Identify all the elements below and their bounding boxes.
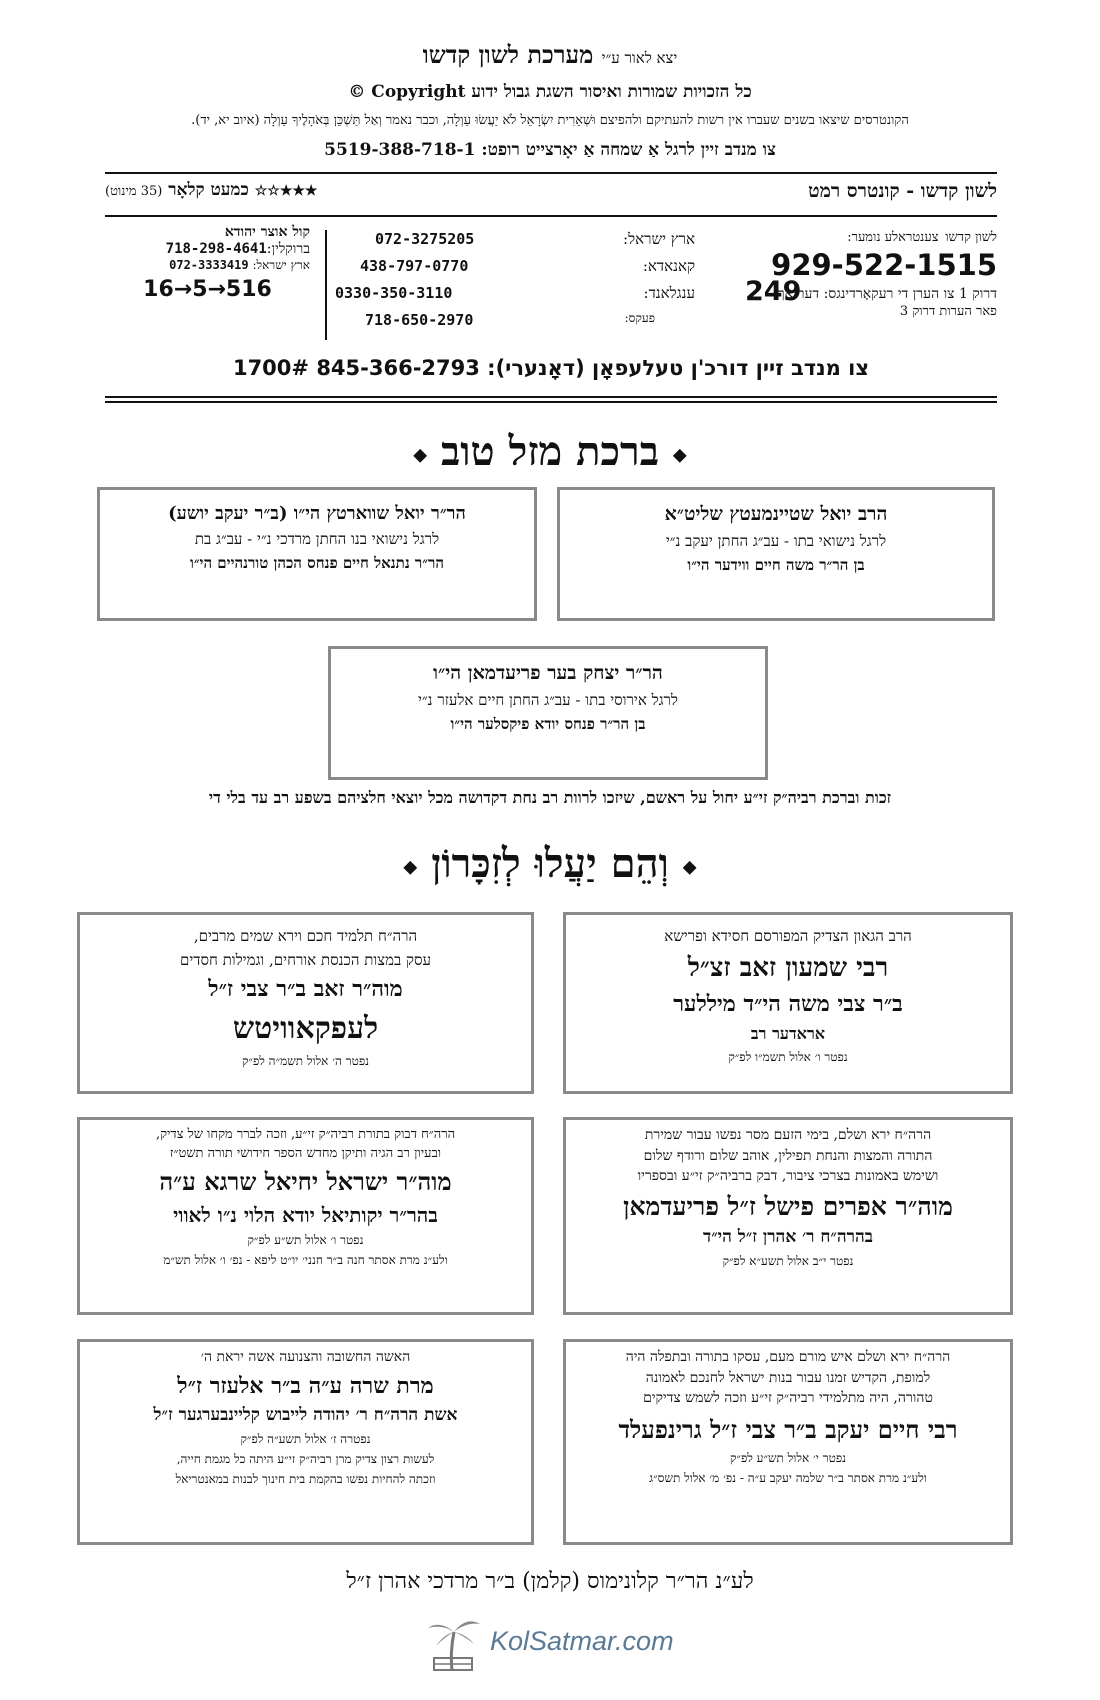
kuntres-title: לשון קדשו - קונטרס רמט: [808, 180, 997, 202]
kolsatmar-logo[interactable]: [418, 1612, 718, 1672]
phone-number[interactable]: 0330-350-3110: [335, 284, 453, 302]
brooklyn-number[interactable]: 718-298-4641: [165, 241, 267, 257]
fax-label: פעקס:: [624, 311, 655, 325]
blessing-line: זכות וברכת רביה״ק זי״ע יחול על ראשם, שיזכו לרוות רב נחת דקדושה מכל יוצאי חלציהם בשפע רב עד בלי די: [208, 788, 892, 807]
central-phone-number[interactable]: 929-522-1515: [771, 248, 997, 282]
mazel-tov-title: ברכת מזל טוב: [441, 428, 659, 475]
box-line: הרה״ח תלמיד חכם וירא שמים מרבים,: [193, 927, 418, 945]
difficulty: [105, 180, 317, 200]
mazel-tov-box: [328, 646, 768, 780]
fax-number[interactable]: 718-650-2970: [365, 311, 474, 329]
box-line: מוה״ר זאב ב״ר צבי ז״ל: [208, 976, 403, 1002]
box-line: האשה החשובה והצנועה אשה יראת ה׳: [200, 1349, 411, 1365]
box-line: לרגל אירוסי בתו - עב״ג החתן חיים אלעזר נ״י: [418, 690, 678, 709]
box-line: רבי חיים יעקב ב״ר צבי ז״ל גרינפעלד: [618, 1414, 958, 1444]
box-line: רבי שמעון זאב זצ״ל: [687, 953, 889, 983]
box-line: הרב הגאון הצדיק המפורסם חסידא ופרישא: [664, 927, 912, 945]
memorial-box: [563, 1339, 1013, 1545]
box-line: נפטרה ז׳ אלול תשע״ה לפ״ק: [240, 1432, 371, 1447]
box-line: עסק במצות הכנסת אורחים, וגמילות חסדים: [179, 951, 432, 969]
divider: [105, 215, 997, 217]
box-line: לעשות רצון צדיק מרן רביה״ק זי״ע היתה כל מגמת חייה,: [176, 1451, 435, 1466]
title-row: [105, 180, 997, 210]
box-line: מוה״ר אפרים פישל ז״ל פריעדמאן: [623, 1191, 953, 1221]
box-line: נפטר ו׳ אלול תשמ״ו לפ״ק: [728, 1049, 848, 1064]
box-line: למופת, הקדיש זמנו עבור בנות ישראל לחנכם לאמונה: [645, 1369, 931, 1386]
publisher-line: [0, 40, 1100, 70]
contact-block: [105, 222, 997, 342]
memorial-heading: ◆ וְהֵם יַעֲלוּ לְזִכָּרוֹן ◆: [403, 840, 697, 887]
country-label: ענגלאנד:: [643, 284, 695, 302]
box-line: נפטר ו׳ אלול תש״ע לפ״ק: [247, 1232, 364, 1247]
publisher-name: מערכת לשון קדשו: [422, 40, 594, 69]
box-line: לרגל נישואי בתו - עב״ג החתן יעקב נ״י: [665, 531, 887, 550]
memorial-box: [77, 1339, 534, 1545]
box-line: הרה״ח ירא ושלם, בימי הזעם מסר נפשו עבור שמירת: [644, 1127, 932, 1143]
donation-phone-line: צו מנדב זיין דורכ'ן טעלעפאָן (דאָנערי): 845-366-2793 1700#: [232, 356, 870, 380]
box-line: לרגל נישואי בנו החתן מרדכי נ״י - עב״ג בת: [194, 530, 440, 549]
country-label: ארץ ישראל:: [623, 230, 695, 248]
divider: [105, 172, 997, 174]
memorial-box: [563, 1117, 1013, 1315]
stars-rating: ★★★☆☆: [254, 183, 318, 199]
box-line: בהרה״ח ר׳ אהרן ז״ל הי״ד: [703, 1226, 873, 1247]
international-numbers: [335, 230, 695, 338]
box-line: בן הר״ר פנחס יודא פיקסלער הי״ו: [450, 714, 646, 733]
box-line: מוה״ר ישראל יחיאל שרגא ע״ה: [159, 1167, 452, 1197]
box-line: ושימש באמונות בצרכי ציבור, דבק ברביה״ק זי״ע ובספריו: [637, 1168, 939, 1185]
press-3-text: פאר הערות דרוק 3: [899, 304, 997, 319]
country-label: קאנאדא:: [642, 257, 695, 275]
box-line: טהורה, היה מתלמידי רביה״ק זי״ע וזכה לשמש צדיקים: [643, 1390, 933, 1407]
box-line: לעפקאוויטש: [232, 1010, 379, 1046]
double-divider: [105, 396, 997, 403]
box-line: ולע״נ מרת אסתר חנה ב״ר חנני׳ יו״ט ליפא - נפ׳ ו׳ אלול תש״מ: [163, 1252, 448, 1267]
box-line: הרב יואל שטיינמעטץ שליט״א: [664, 503, 888, 525]
memorial-box: [77, 1117, 534, 1315]
brooklyn-label: ברוקלין:: [266, 241, 310, 257]
box-line: בהר״ר יקותיאל יודא הלוי נ״ו לאווי: [173, 1202, 438, 1227]
column-divider: [325, 230, 327, 340]
mazel-tov-heading: ◆ ברכת מזל טוב ◆: [413, 428, 687, 475]
box-line: ולע״נ מרת אסתר ב״ר שלמה יעקב ע״ה - נפ׳ מ׳ אלול תשס״ג: [649, 1471, 927, 1486]
palm-tree-icon: [422, 1612, 484, 1672]
box-line: הר״ר יואל שווארטץ הי״ו (ב״ר יעקב יושע): [168, 503, 466, 524]
box-line: ובעיון רב הגיה ותיקן מחדש הספר חידושי תורה תשט״ז: [169, 1146, 442, 1162]
publisher-prefix: יצא לאור ע״י: [601, 49, 678, 67]
difficulty-label: כמעט קלאָר: [168, 180, 249, 200]
logo-text[interactable]: KolSatmar.com: [490, 1626, 674, 1656]
mazel-tov-box: [97, 487, 537, 621]
memorial-title: וְהֵם יַעֲלוּ לְזִכָּרוֹן: [431, 840, 669, 887]
box-line: הר״ר נתנאל חיים פנחס הכהן טורנהיים הי״ו: [189, 554, 444, 573]
press-1-text: דרוק 1 צו הערן די רעקאָרדינגס: דערנאך: [777, 286, 997, 302]
box-line: נפטר ה׳ אלול תשמ״ה לפ״ק: [241, 1053, 370, 1068]
duration: (35 מינוט): [105, 184, 163, 199]
dial-sequence: 16→5→516: [143, 277, 272, 302]
mazel-tov-box: [557, 487, 995, 621]
kol-otzar-block: [105, 224, 310, 302]
footer-dedication: לע״נ הר״ר קלונימוס (קלמן) ב״ר מרדכי אהרן ז״ל: [346, 1569, 754, 1594]
memorial-box: [77, 912, 534, 1094]
central-subtitle: צענטראלע נומער:: [847, 230, 939, 245]
phone-number[interactable]: 072-3275205: [375, 230, 475, 248]
box-line: וזכתה להחיות נפשו בהקמת בית חינוך לבנות במאנטריאל: [175, 1471, 436, 1486]
box-line: אשת הרה״ח ר׳ יהודה לייבוש קליינבערגער ז״ל: [153, 1405, 458, 1426]
box-line: הרה״ח דבוק בתורת רביה״ק זי״ע, וזכה לברר מקחו של צדיק,: [155, 1127, 456, 1142]
rights-notice: הקונטרסים שיצאו בשנים שעברו אין רשות להעתיקם ולהפיצם וּשְׁאֵרִית יִשְׂרָאֵל לֹא יַעֲשׂוּ עַוְלָה, וכבר נאמר וְאַל תַּשְׁכֵּן בְּאֹהָלֶיךָ עַוְלָה (איוב יא, יד).: [191, 113, 909, 128]
box-line: מרת שרה ע״ה ב״ר אלעזר ז״ל: [177, 1372, 434, 1399]
israel-number[interactable]: 072-3333419: [169, 258, 249, 272]
recording-number: 249: [745, 276, 802, 307]
memorial-box: [563, 912, 1013, 1094]
box-line: בן הר״ר משה חיים ווידער הי״ו: [687, 555, 865, 574]
box-line: נפטר י׳ אלול תש״ע לפ״ק: [729, 1451, 847, 1466]
central-title: לשון קדשו: [945, 230, 997, 245]
israel-label: ארץ ישראל:: [252, 258, 310, 272]
box-line: אראדער רב: [750, 1024, 826, 1044]
central-number-block: [747, 224, 997, 319]
box-line: נפטר י״ב אלול תשע״א לפ״ק: [722, 1253, 854, 1268]
copyright-line: כל הזכויות שמורות ואיסור השגת גבול ידוע Copyright ©: [348, 82, 752, 102]
box-line: הרה״ח ירא ושלם איש מורם מעם, עסקו בתורה ובתפלה היה: [625, 1349, 951, 1365]
simcha-phone-line: צו מנדב זיין לרגל אַ שמחה אַ יאָרצייט רופט: 5519-388-718-1: [324, 140, 776, 160]
phone-number[interactable]: 438-797-0770: [360, 257, 469, 275]
box-line: התורה והמצות והנחת תפילין, אוהב שלום ורודף שלום: [643, 1147, 933, 1164]
kol-otzar-title: קול אוצר יהודא: [224, 224, 310, 240]
box-line: הר״ר יצחק בער פריעדמאן הי״ו: [433, 662, 663, 684]
box-line: ב״ר צבי משה הי״ד מיללער: [673, 991, 903, 1018]
